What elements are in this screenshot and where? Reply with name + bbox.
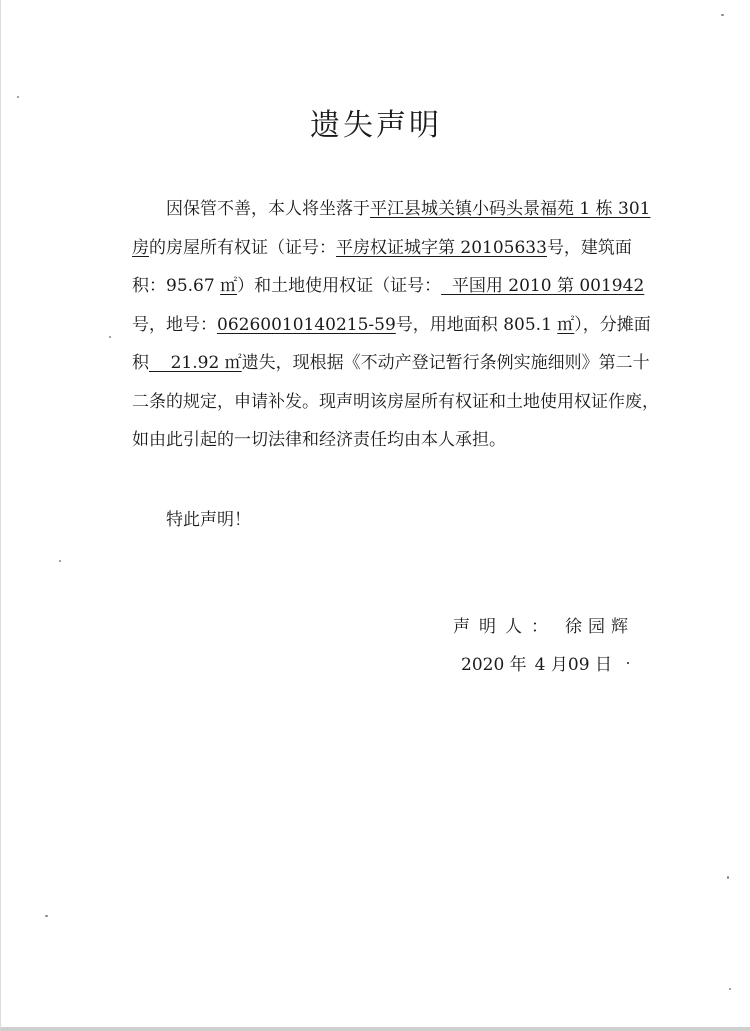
signature-line [453,612,634,637]
body-text-2: 的房屋所有权证（证号： [149,237,336,258]
signature-label: 声明人： [453,617,557,637]
declaration-date [461,650,612,675]
body-text-3: 号，建筑面积：95.67 [132,237,632,296]
building-area-unit: ㎡ [220,276,238,296]
scan-speck [17,96,19,98]
body-text-7: ），分摊面积 [132,314,651,373]
scan-speck [59,560,61,562]
land-parcel-number: 06260010140215-59 [217,314,396,335]
scan-speck [727,876,729,879]
date-year: 2020 年 [461,655,527,675]
scan-mark [627,662,629,664]
land-certificate-number: 平国用 2010 第 001942 [441,276,645,296]
property-address: 平江县城关镇小码头景福苑 1 栋 301 [370,199,651,219]
body-text-5: 号，地号： [132,314,217,335]
house-certificate-number: 平房权证城字第 20105633 [336,237,547,258]
property-address-end: 房 [132,237,149,258]
body-text-8: 遗失，现根据《不动产登记暂行条例实施细则》第二十二条的规定，申请补发。现声明该房屋所有权证和土地使用权证作废，如由此引起的一切法律和经济责任均由本人承担。 [132,353,659,450]
scan-speck [729,988,731,990]
date-month: 4 月 [534,655,568,675]
signer-name: 徐园辉 [565,617,634,637]
scan-speck [45,915,48,917]
scan-speck [721,14,724,16]
shared-area: 21.92 ㎡ [149,353,242,373]
body-text-1: 因保管不善，本人将坐落于 [166,199,370,219]
document-title: 遗失声明 [310,108,442,143]
closing-statement: 特此声明！ [166,510,251,530]
scan-speck [109,336,111,338]
body-text-6: 号，用地面积 805.1 [395,314,558,335]
declaration-body [132,190,660,460]
date-day: 09 日 [567,655,612,675]
body-text-4: ）和土地使用权证（证号： [237,276,442,296]
land-area-unit: ㎡ [557,314,575,335]
